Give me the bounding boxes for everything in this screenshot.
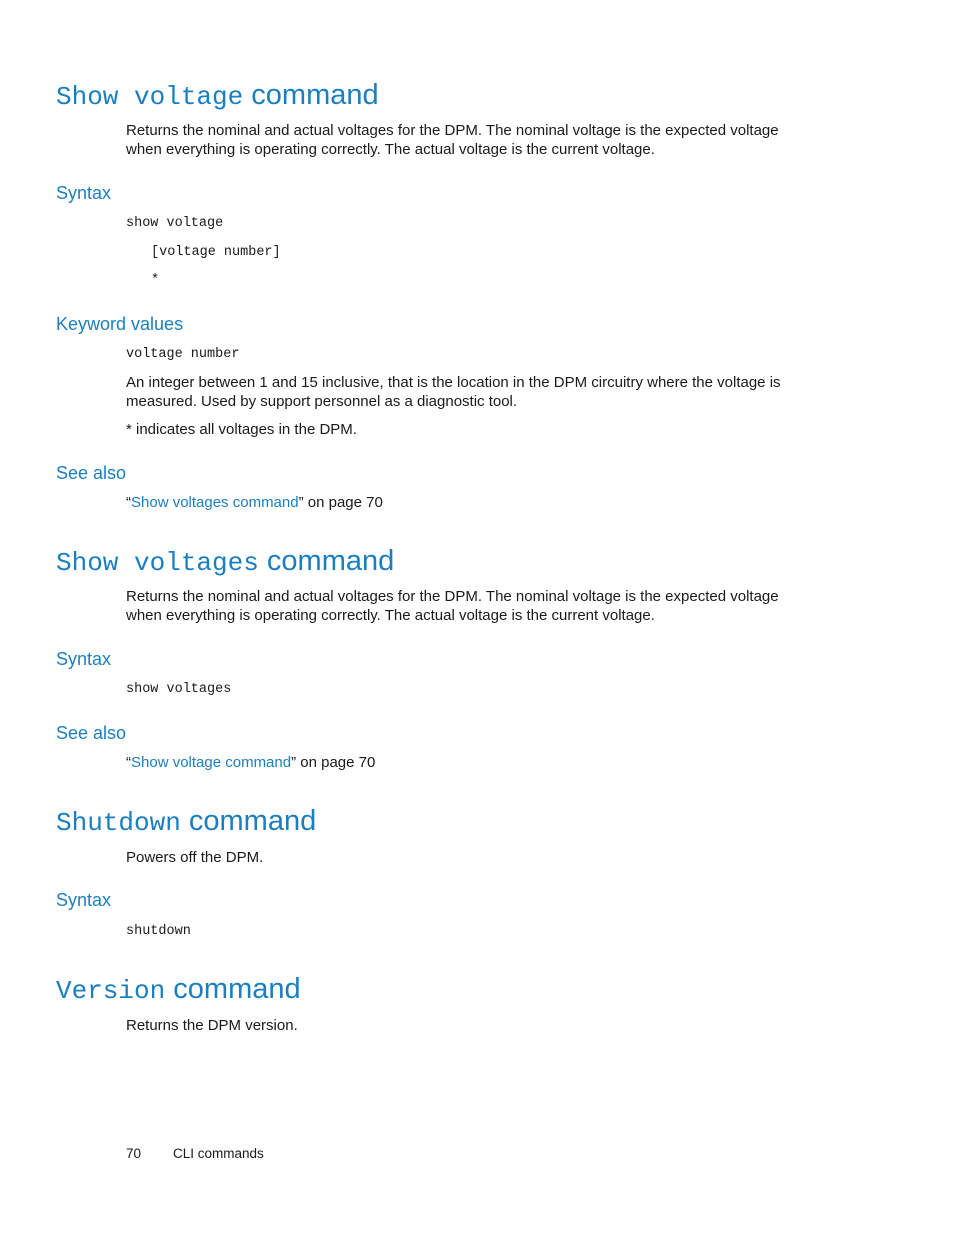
see-also-reference [126, 753, 375, 772]
description-line: Returns the nominal and actual voltages for the DPM. The nominal voltage is the expected voltage [126, 588, 779, 605]
description-line: when everything is operating correctly. The actual voltage is the current voltage. [126, 141, 655, 158]
keyword-name: voltage number [126, 347, 240, 362]
title-word: command [251, 79, 379, 111]
keyword-note: * indicates all voltages in the DPM. [126, 421, 357, 438]
syntax-heading: Syntax [56, 183, 112, 203]
syntax-heading: Syntax [56, 890, 112, 910]
open-quote: “ [126, 494, 131, 511]
syntax-line: * [151, 273, 160, 288]
section-title-shutdown [56, 804, 316, 840]
footer-page-number: 70 [126, 1146, 142, 1161]
syntax-line: show voltages [126, 682, 232, 697]
syntax-line: show voltage [126, 216, 224, 231]
syntax-heading: Syntax [56, 649, 112, 669]
see-also-reference [126, 493, 383, 512]
keyword-description-line: An integer between 1 and 15 inclusive, that is the location in the DPM circuitry where the voltage is [126, 374, 781, 391]
reference-suffix: ” on page 70 [291, 754, 376, 771]
syntax-line: shutdown [126, 924, 191, 939]
title-code: Show voltages [56, 548, 259, 578]
see-also-heading: See also [56, 723, 127, 743]
section-title-show-voltages [56, 544, 394, 580]
description-line: when everything is operating correctly. The actual voltage is the current voltage. [126, 607, 655, 624]
keyword-description-line: measured. Used by support personnel as a diagnostic tool. [126, 393, 518, 410]
title-word: command [188, 805, 317, 837]
title-code: Version [56, 976, 166, 1006]
title-code: Shutdown [56, 808, 181, 838]
open-quote: “ [126, 754, 131, 771]
description-line: Returns the nominal and actual voltages for the DPM. The nominal voltage is the expected voltage [126, 122, 779, 139]
see-also-link[interactable]: Show voltages command [131, 494, 299, 511]
section-title-version [56, 972, 301, 1008]
title-word: command [266, 545, 395, 577]
keyword-values-heading: Keyword values [56, 314, 184, 334]
section-title-show-voltage [56, 78, 379, 114]
title-word: command [173, 973, 301, 1005]
reference-suffix: ” on page 70 [298, 494, 383, 511]
description-line: Returns the DPM version. [126, 1017, 298, 1034]
footer-chapter: CLI commands [173, 1146, 264, 1161]
title-code: Show voltage [56, 82, 244, 112]
description-line: Powers off the DPM. [126, 849, 264, 866]
syntax-line: [voltage number] [151, 245, 281, 260]
see-also-heading: See also [56, 463, 127, 483]
see-also-link[interactable]: Show voltage command [131, 754, 292, 771]
